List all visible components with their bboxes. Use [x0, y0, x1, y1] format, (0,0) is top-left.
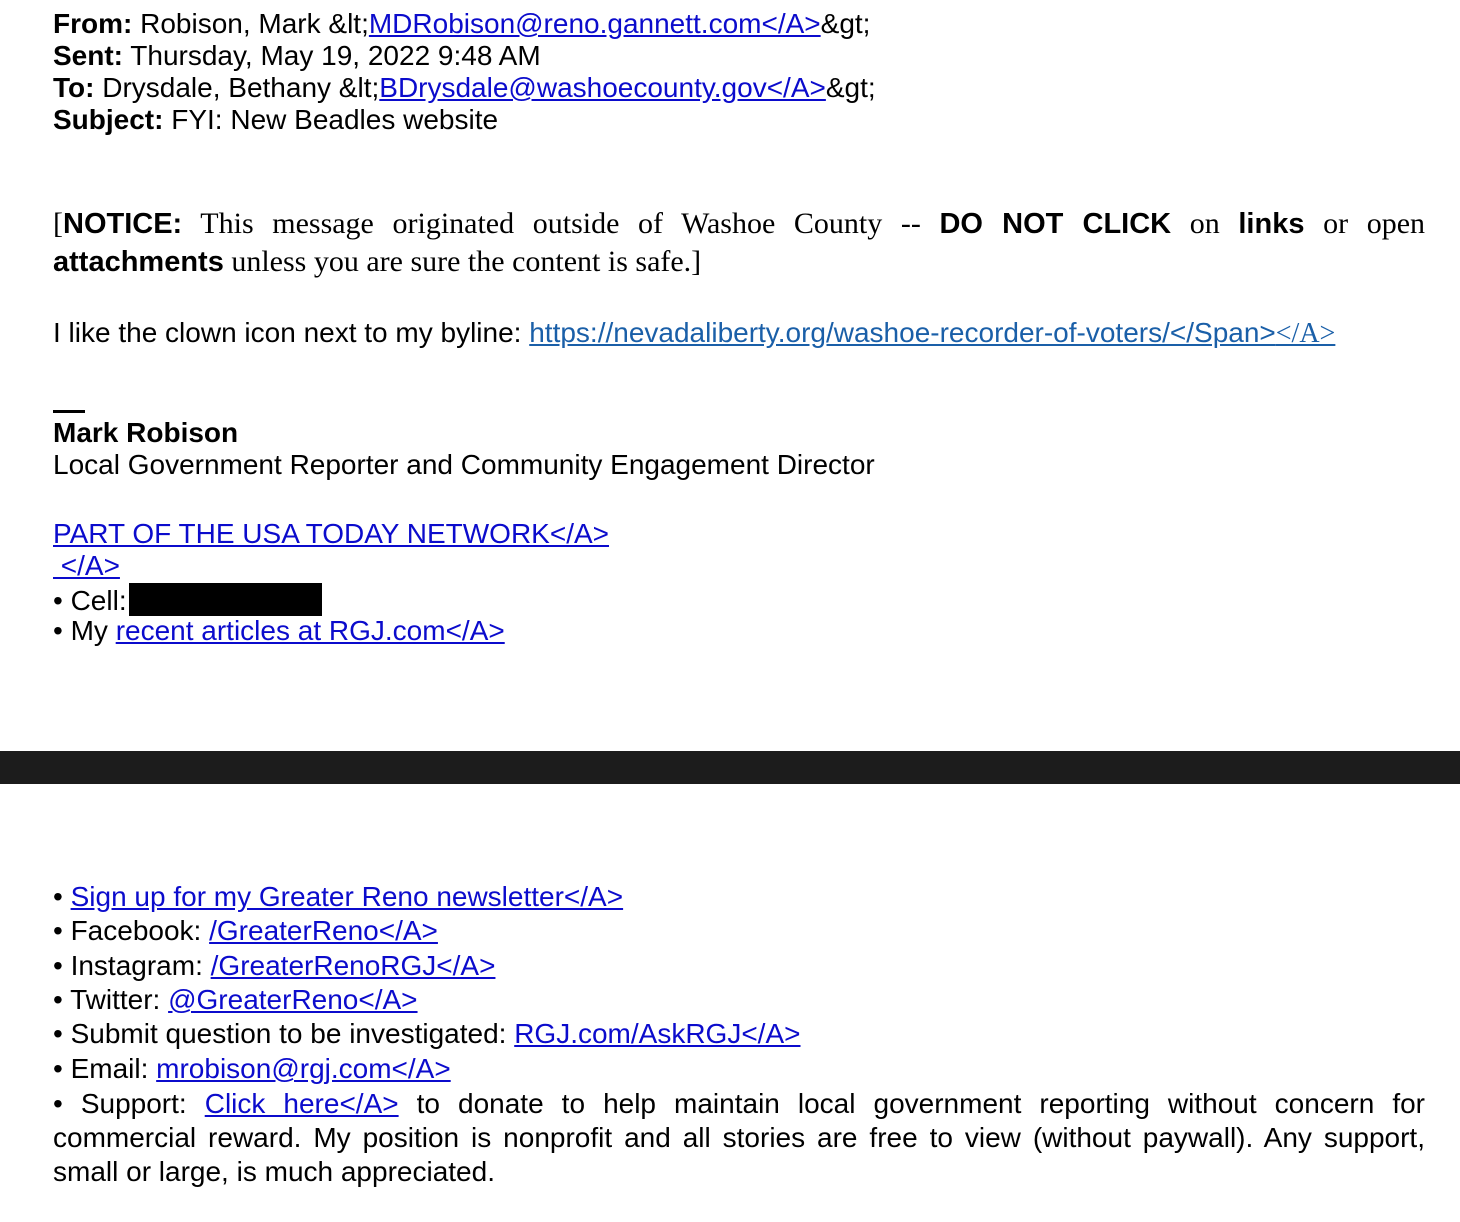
- from-label: From:: [53, 8, 133, 39]
- usa-today-network-line: [53, 518, 609, 550]
- notice-attachments: attachments: [53, 246, 224, 278]
- body-intro: I like the clown icon next to my byline:: [53, 317, 530, 348]
- ask-rgj-link[interactable]: RGJ.com/AskRGJ</A>: [514, 1018, 801, 1049]
- from-tail: &gt;: [820, 8, 871, 39]
- sent-line: [53, 40, 541, 72]
- to-email-link[interactable]: BDrysdale@washoecounty.gov</A>: [379, 72, 826, 103]
- newsletter-link[interactable]: Sign up for my Greater Reno newsletter</A>: [70, 881, 624, 912]
- instagram-link[interactable]: /GreaterRenoRGJ</A>: [210, 950, 496, 981]
- embedded-image-strip: [0, 751, 1460, 784]
- twitter-prefix: • Twitter:: [53, 984, 169, 1015]
- facebook-line: [53, 915, 438, 947]
- signature-divider: [53, 410, 85, 413]
- nevadaliberty-link-tail: </A>: [1275, 318, 1336, 349]
- support-text: to donate to help maintain local government reporting without concern for commercial reward. My position is nonprofit and all stories are free to view (without paywall). Any support, small or large, is much appreciated.: [53, 1088, 1425, 1187]
- body-intro-line: [53, 317, 1335, 350]
- from-email-link[interactable]: MDRobison@reno.gannett.com</A>: [368, 8, 821, 39]
- email-line: [53, 1053, 451, 1085]
- twitter-line: [53, 984, 418, 1016]
- usa-today-network-link[interactable]: PART OF THE USA TODAY NETWORK</A>: [53, 518, 610, 549]
- articles-line: [53, 615, 505, 647]
- support-paragraph: [53, 1087, 1425, 1189]
- articles-prefix: • My: [53, 615, 116, 646]
- external-notice: [53, 205, 1425, 281]
- subject-value: FYI: New Beadles website: [171, 104, 499, 135]
- notice-text-1: This message originated outside of Washoe County --: [182, 207, 940, 240]
- notice-text-2: on: [1171, 207, 1239, 240]
- empty-close-tag-link[interactable]: </A>: [53, 550, 120, 581]
- twitter-link[interactable]: @GreaterReno</A>: [168, 984, 418, 1015]
- to-tail: &gt;: [825, 72, 876, 103]
- newsletter-line: [53, 881, 623, 913]
- facebook-link[interactable]: /GreaterReno</A>: [209, 915, 438, 946]
- from-line: [53, 8, 870, 40]
- sent-label: Sent:: [53, 40, 123, 71]
- subject-line: [53, 104, 498, 136]
- from-name: Robison, Mark &lt;: [140, 8, 369, 39]
- subject-label: Subject:: [53, 104, 164, 135]
- cell-label: • Cell:: [53, 585, 127, 616]
- notice-label: NOTICE:: [63, 208, 183, 240]
- empty-link-line: [53, 550, 120, 582]
- cell-redaction: [129, 583, 322, 616]
- to-name: Drysdale, Bethany &lt;: [102, 72, 380, 103]
- email-link[interactable]: mrobison@rgj.com</A>: [156, 1053, 451, 1084]
- signature-name-text: Mark Robison: [53, 417, 239, 448]
- notice-do-not-click: DO NOT CLICK: [939, 208, 1172, 240]
- signature-title: Local Government Reporter and Community Engagement Director: [53, 449, 875, 480]
- support-prefix: • Support:: [53, 1088, 205, 1119]
- sent-value: Thursday, May 19, 2022 9:48 AM: [130, 40, 541, 71]
- notice-text-4: unless you are sure the content is safe.]: [223, 245, 702, 278]
- signature-name: [53, 417, 238, 449]
- facebook-prefix: • Facebook:: [53, 915, 210, 946]
- cell-line: [53, 583, 322, 617]
- donate-link[interactable]: Click here</A>: [204, 1088, 399, 1119]
- to-line: [53, 72, 876, 104]
- nevadaliberty-link-url: https://nevadaliberty.org/washoe-recorder-of-voters/</Span>: [529, 317, 1276, 348]
- newsletter-prefix: •: [53, 881, 71, 912]
- submit-question-line: [53, 1018, 801, 1050]
- instagram-line: [53, 950, 495, 982]
- nevadaliberty-link[interactable]: [529, 317, 1335, 348]
- to-label: To:: [53, 72, 95, 103]
- notice-links: links: [1238, 208, 1305, 240]
- notice-bracket: [: [53, 207, 63, 240]
- instagram-prefix: • Instagram:: [53, 950, 211, 981]
- email-prefix: • Email:: [53, 1053, 157, 1084]
- notice-text-3: or open: [1304, 207, 1426, 240]
- submit-prefix: • Submit question to be investigated:: [53, 1018, 515, 1049]
- recent-articles-link[interactable]: recent articles at RGJ.com</A>: [115, 615, 505, 646]
